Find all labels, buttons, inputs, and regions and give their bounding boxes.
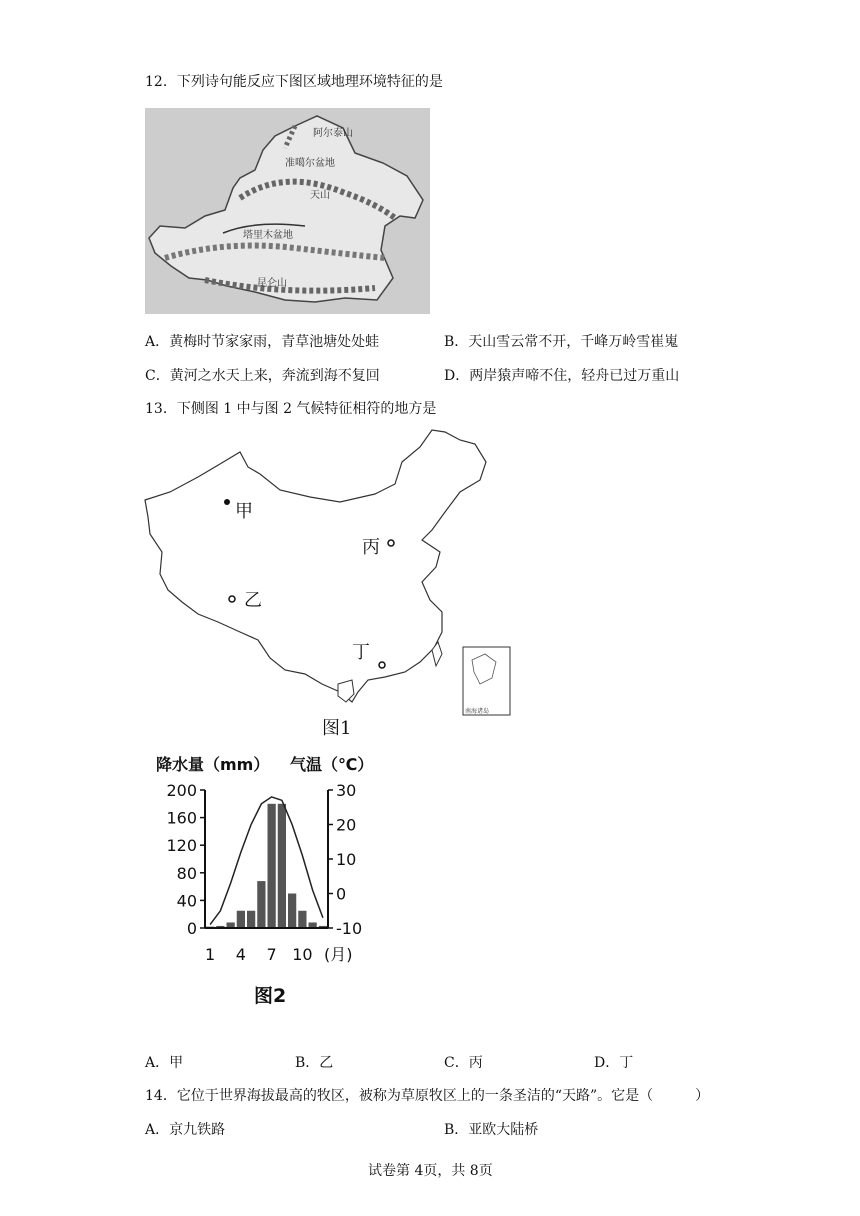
page-footer: 试卷第 4页，共 8页 — [368, 1163, 493, 1179]
q13-stem: 13．下侧图 1 中与图 2 气候特征相符的地方是 — [145, 401, 437, 417]
temperature-line — [210, 797, 323, 925]
x-tick-label: 10 — [292, 945, 313, 964]
fig1-caption: 图1 — [322, 718, 352, 739]
x-tick-label: 7 — [266, 945, 277, 964]
q14-option-a: A．京九铁路 — [145, 1122, 226, 1138]
right-tick-label: -10 — [336, 919, 363, 938]
q12-stem: 12．下列诗句能反应下图区域地理环境特征的是 — [145, 74, 443, 90]
precip-bar-6 — [257, 881, 265, 928]
q12-option-a: A．黄梅时节家家雨，青草池塘处处蛙 — [145, 334, 380, 350]
left-tick-label: 0 — [186, 919, 197, 938]
right-tick-label: 30 — [336, 781, 357, 800]
x-tick-label: 1 — [205, 945, 216, 964]
q12-option-d: D．两岸猿声啼不住，轻舟已过万重山 — [444, 368, 680, 384]
precip-bar-5 — [247, 911, 255, 928]
left-tick-label: 120 — [166, 836, 197, 856]
left-tick-label: 40 — [176, 891, 197, 911]
point-bing: 丙 — [362, 537, 380, 558]
q14-stem: 14．它位于世界海拔最高的牧区，被称为草原牧区上的一条圣洁的“天路”。它是（ ） — [145, 1088, 710, 1104]
inset-label: 南海诸岛 — [465, 708, 490, 715]
precip-bar-9 — [288, 894, 296, 929]
point-yi: 乙 — [244, 590, 262, 611]
point-jia: 甲 — [235, 501, 253, 522]
precip-bar-4 — [237, 911, 245, 928]
q13-option-a: A．甲 — [145, 1055, 184, 1071]
right-tick-label: 0 — [336, 884, 347, 904]
fig2-caption: 图2 — [254, 985, 287, 1007]
climate-chart — [150, 748, 390, 1018]
q13-option-c: C．丙 — [444, 1055, 483, 1071]
right-tick-label: 10 — [336, 850, 357, 869]
precip-bar-8 — [278, 804, 286, 928]
q13-option-d: D．丁 — [594, 1055, 634, 1071]
precip-bar-10 — [298, 911, 306, 928]
label-kunlun: 昆仑山 — [257, 278, 287, 289]
left-tick-label: 160 — [166, 808, 197, 828]
label-altai: 阿尔泰山 — [313, 128, 353, 139]
label-tianshan: 天山 — [310, 190, 330, 201]
right-axis-title: 气温（℃） — [290, 755, 374, 774]
month-unit: (月) — [324, 945, 353, 964]
right-tick-label: 20 — [336, 815, 357, 835]
q12-option-c: C．黄河之水天上来，奔流到海不复回 — [145, 368, 380, 384]
point-ding: 丁 — [352, 642, 370, 663]
label-tarim: 塔里木盆地 — [243, 230, 293, 241]
xinjiang-map — [145, 108, 430, 314]
left-axis-title: 降水量（mm） — [156, 755, 270, 774]
x-tick-label: 4 — [235, 945, 246, 964]
label-junggar: 准噶尔盆地 — [285, 158, 335, 169]
left-tick-label: 200 — [166, 781, 197, 800]
q13-option-b: B．乙 — [295, 1055, 334, 1071]
q14-option-b: B．亚欧大陆桥 — [444, 1122, 539, 1138]
china-map — [140, 422, 530, 722]
precip-bar-7 — [268, 804, 276, 928]
q12-option-b: B．天山雪云常不开，千峰万岭雪崔嵬 — [444, 334, 679, 350]
left-tick-label: 80 — [176, 863, 197, 883]
